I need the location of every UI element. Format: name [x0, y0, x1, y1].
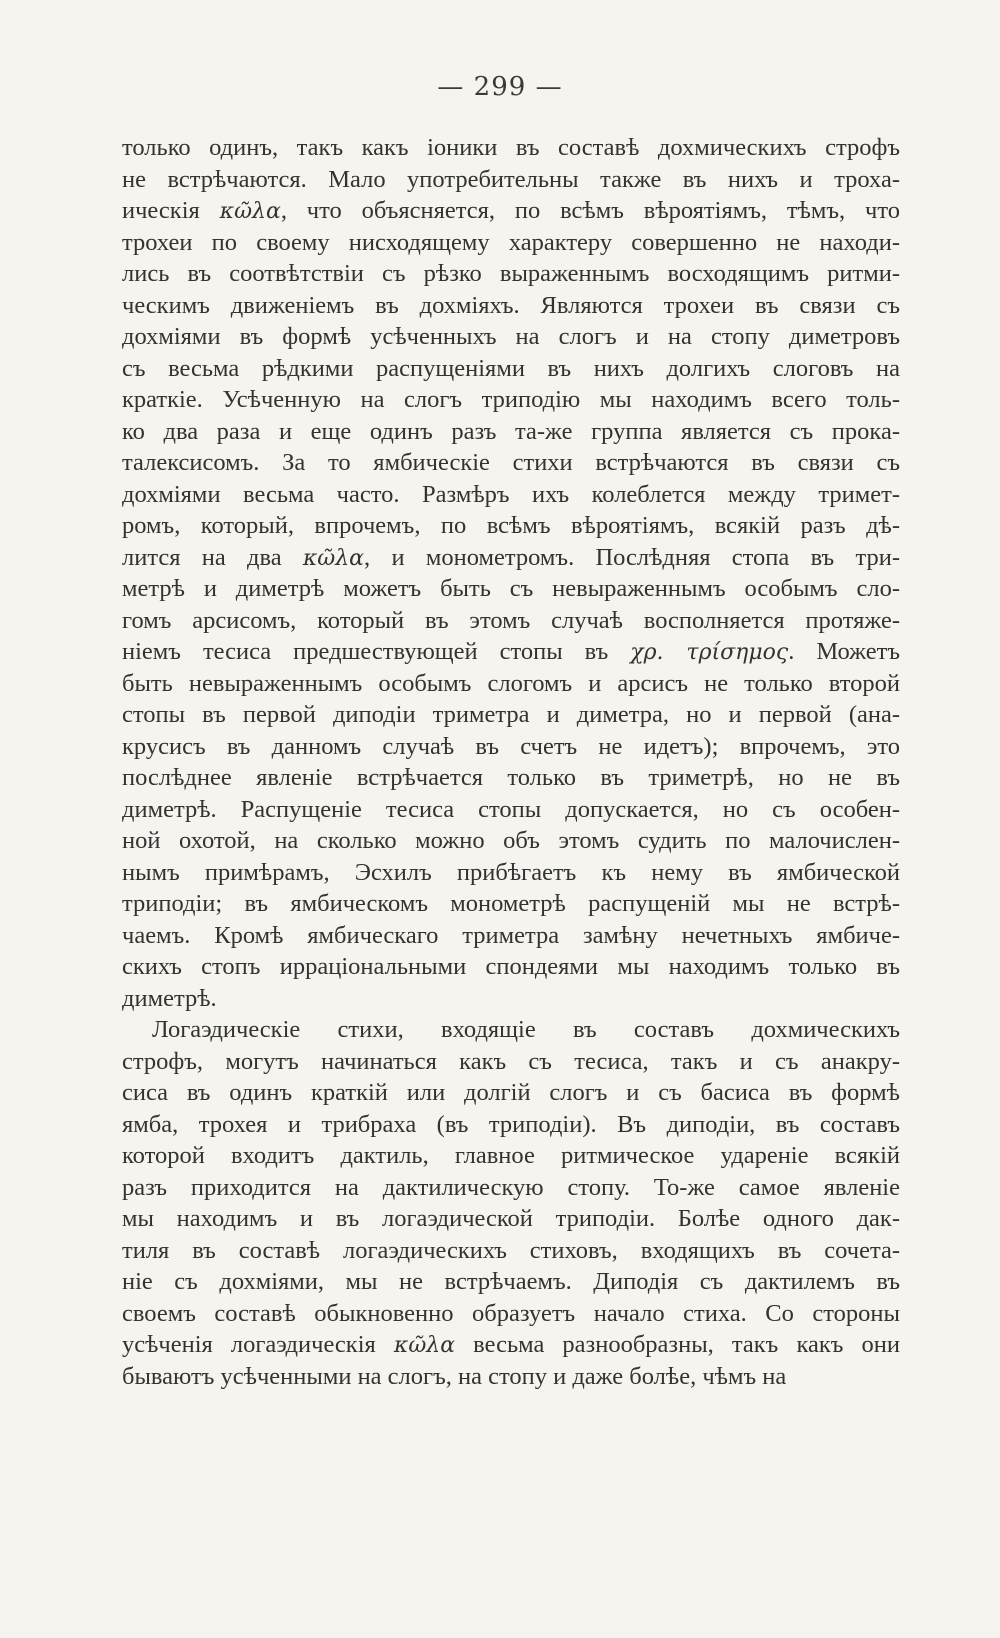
text-line — [122, 825, 900, 857]
greek-term: χρ. τρίσημος — [630, 640, 789, 665]
text-line — [122, 983, 900, 1015]
text-line — [122, 384, 900, 416]
text-line — [122, 1046, 900, 1078]
text-segment: чаемъ. Кромѣ ямбическаго триметра замѣну нечетныхъ ямбиче- — [122, 921, 900, 949]
text-line — [122, 573, 900, 605]
text-segment: ной охотой, на сколько можно объ этомъ судить по малочислен- — [122, 827, 900, 854]
text-line — [122, 321, 900, 353]
text-line — [122, 605, 900, 637]
text-segment: ямба, трохея и трибраха (въ триподіи). Въ диподіи, въ составъ — [122, 1110, 900, 1138]
text-segment: ніемъ тесиса предшествующей стопы въ — [122, 638, 631, 665]
text-segment: послѣднее явленіе встрѣчается только въ триметрѣ, но не въ — [122, 764, 900, 791]
text-line — [122, 1266, 900, 1298]
text-line — [122, 1203, 900, 1235]
text-segment: ческимъ движеніемъ въ дохміяхъ. Являются трохеи въ связи съ — [122, 291, 900, 319]
text-segment: нымъ примѣрамъ, Эсхилъ прибѣгаетъ къ нему въ ямбической — [122, 858, 900, 886]
text-segment: гомъ арсисомъ, который въ этомъ случаѣ восполняется протяже- — [122, 606, 900, 634]
text-segment: не встрѣчаются. Мало употребительны также въ нихъ и троха- — [122, 165, 900, 193]
text-segment: крусисъ въ данномъ случаѣ въ счетъ не идетъ); впрочемъ, это — [122, 732, 900, 760]
text-line — [122, 447, 900, 479]
text-line — [122, 1140, 900, 1172]
text-segment: Логаэдическіе стихи, входящіе въ составъ дохмическихъ — [152, 1016, 900, 1043]
text-line — [122, 479, 900, 511]
text-segment: . Можетъ — [788, 638, 901, 665]
text-segment: скихъ стопъ ирраціональными спондеями мы находимъ только въ — [122, 953, 900, 980]
text-segment: мы находимъ и въ логаэдической триподіи. Болѣе одного дак- — [122, 1205, 900, 1232]
text-line — [122, 1077, 900, 1109]
text-line — [122, 1329, 900, 1361]
text-segment: тиля въ составѣ логаэдическихъ стиховъ, входящихъ въ сочета- — [122, 1236, 900, 1264]
text-line — [122, 1172, 900, 1204]
text-line — [122, 888, 900, 920]
text-segment: краткіе. Усѣченную на слогъ триподію мы находимъ всего толь- — [122, 386, 900, 413]
text-segment: лится на два — [122, 543, 303, 571]
text-line — [122, 731, 900, 763]
text-segment: дохміями въ формѣ усѣченныхъ на слогъ и на стопу диметровъ — [122, 323, 900, 350]
text-segment: которой входитъ дактиль, главное ритмическое удареніе всякій — [122, 1142, 900, 1169]
text-segment: диметрѣ. — [122, 984, 217, 1012]
text-segment: ко два раза и еще одинъ разъ та-же группа является съ прока- — [122, 417, 900, 445]
greek-term: κῶλα — [393, 1333, 456, 1358]
paragraph — [122, 1014, 900, 1392]
text-line — [122, 542, 900, 574]
text-line — [122, 857, 900, 889]
greek-term: κῶλα — [219, 199, 281, 224]
page-number: — 299 — — [437, 72, 563, 102]
text-segment: весьма разнообразны, такъ какъ они — [455, 1331, 900, 1358]
text-line — [122, 1014, 900, 1046]
text-segment: метрѣ и диметрѣ можетъ быть съ невыраженнымъ особымъ сло- — [122, 575, 900, 602]
text-segment: талексисомъ. За то ямбическіе стихи встрѣчаются въ связи съ — [122, 449, 900, 476]
text-line — [122, 1235, 900, 1267]
text-segment: только одинъ, такъ какъ іоники въ составѣ дохмическихъ строфъ — [122, 134, 900, 161]
text-line — [122, 762, 900, 794]
text-segment: разъ приходится на дактилическую стопу. То-же самое явленіе — [122, 1173, 900, 1201]
text-segment: сиса въ одинъ краткій или долгій слогъ и съ басиса въ формѣ — [122, 1079, 900, 1106]
text-line — [122, 699, 900, 731]
text-line — [122, 1298, 900, 1330]
text-line — [122, 794, 900, 826]
body-text — [122, 132, 900, 1392]
paragraph — [122, 132, 900, 1014]
text-segment: , и монометромъ. Послѣдняя стопа въ три- — [364, 543, 900, 571]
text-line — [122, 132, 900, 164]
text-segment: ромъ, который, впрочемъ, по всѣмъ вѣроятіямъ, всякій разъ дѣ- — [122, 512, 900, 539]
text-segment: дохміями весьма часто. Размѣръ ихъ колеблется между тримет- — [122, 480, 900, 508]
text-segment: своемъ составѣ обыкновенно образуетъ начало стиха. Со стороны — [122, 1299, 900, 1327]
text-segment: быть невыраженнымъ особымъ слогомъ и арсисъ не только второй — [122, 669, 900, 697]
text-line — [122, 668, 900, 700]
text-line — [122, 258, 900, 290]
text-line — [122, 416, 900, 448]
text-segment: трохеи по своему нисходящему характеру совершенно не находи- — [122, 228, 900, 256]
text-segment: , что объясняется, по всѣмъ вѣроятіямъ, тѣмъ, что — [280, 197, 900, 224]
text-segment: ическія — [122, 197, 220, 224]
text-line — [122, 510, 900, 542]
text-line — [122, 195, 900, 227]
text-line — [122, 951, 900, 983]
text-line — [122, 920, 900, 952]
text-line — [122, 164, 900, 196]
text-segment: съ весьма рѣдкими распущеніями въ нихъ долгихъ слоговъ на — [122, 354, 900, 382]
text-line — [122, 1109, 900, 1141]
text-segment: стопы въ первой диподіи триметра и диметра, но и первой (ана- — [122, 701, 900, 728]
text-line — [122, 1361, 900, 1393]
text-line — [122, 227, 900, 259]
text-segment: ніе съ дохміями, мы не встрѣчаемъ. Диподія съ дактилемъ въ — [122, 1268, 900, 1295]
text-segment: диметрѣ. Распущеніе тесиса стопы допускается, но съ особен- — [122, 795, 900, 823]
text-segment: лись въ соотвѣтствіи съ рѣзко выраженнымъ восходящимъ ритми- — [122, 260, 900, 287]
text-line — [122, 353, 900, 385]
greek-term: κῶλα — [302, 545, 365, 571]
text-segment: бываютъ усѣченными на слогъ, на стопу и даже болѣе, чѣмъ на — [122, 1362, 787, 1390]
text-line — [122, 290, 900, 322]
text-line — [122, 636, 900, 668]
text-segment: строфъ, могутъ начинаться какъ съ тесиса, такъ и съ анакру- — [122, 1047, 900, 1075]
text-segment: триподіи; въ ямбическомъ монометрѣ распущеній мы не встрѣ- — [122, 890, 900, 917]
text-segment: усѣченія логаэдическія — [122, 1331, 394, 1358]
